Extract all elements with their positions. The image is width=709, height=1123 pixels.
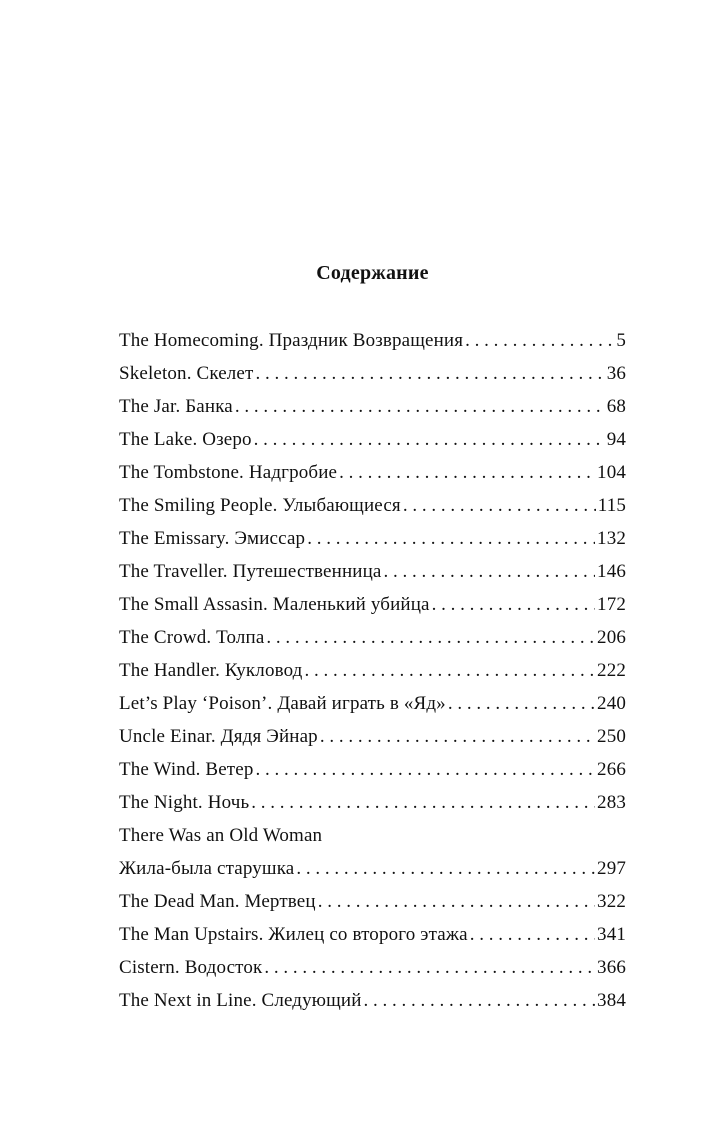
toc-leader-dots — [235, 390, 605, 423]
toc-entry-page: 172 — [597, 594, 626, 615]
toc-leader-dots — [318, 885, 595, 918]
toc-leader-dots — [266, 621, 595, 654]
toc-entry-title: There Was an Old Woman — [119, 825, 323, 846]
toc-entry[interactable] — [119, 852, 626, 885]
toc-entry[interactable] — [119, 918, 626, 951]
table-of-contents — [119, 324, 626, 1017]
toc-leader-dots — [383, 555, 595, 588]
toc-leader-dots — [251, 786, 595, 819]
toc-entry-title: Uncle Einar. Дядя Эйнар — [119, 726, 318, 747]
toc-leader-dots — [307, 522, 595, 555]
toc-entry-title: The Homecoming. Праздник Возвращения — [119, 330, 464, 351]
toc-leader-dots — [255, 357, 604, 390]
toc-entry-page: 132 — [597, 528, 626, 549]
toc-leader-dots — [254, 423, 605, 456]
toc-entry-page: 250 — [597, 726, 626, 747]
toc-entry[interactable] — [119, 819, 626, 852]
toc-entry-title: The Jar. Банка — [119, 396, 233, 417]
toc-entry[interactable] — [119, 786, 626, 819]
page-title: Содержание — [316, 262, 429, 284]
toc-entry-title: The Tombstone. Надгробие — [119, 462, 338, 483]
toc-entry-page: 36 — [606, 363, 626, 384]
toc-entry-page: 115 — [597, 495, 626, 516]
toc-entry[interactable] — [119, 423, 626, 456]
toc-entry[interactable] — [119, 456, 626, 489]
toc-entry-title: Cistern. Водосток — [119, 957, 263, 978]
toc-leader-dots — [296, 852, 595, 885]
toc-entry-page: 266 — [597, 759, 626, 780]
toc-entry[interactable] — [119, 357, 626, 390]
toc-leader-dots — [470, 918, 595, 951]
toc-leader-dots — [448, 687, 595, 720]
toc-entry-title: The Smiling People. Улыбающиеся — [119, 495, 401, 516]
toc-leader-dots — [320, 720, 595, 753]
toc-leader-dots — [339, 456, 595, 489]
toc-entry-page: 206 — [597, 627, 626, 648]
toc-entry-title: The Lake. Озеро — [119, 429, 252, 450]
toc-entry[interactable] — [119, 984, 626, 1017]
toc-leader-dots — [403, 489, 596, 522]
toc-entry-page: 297 — [597, 858, 626, 879]
toc-entry-title: The Man Upstairs. Жилец со второго этажа — [119, 924, 468, 945]
toc-entry-title: The Next in Line. Следующий — [119, 990, 362, 1011]
toc-entry-page: 384 — [597, 990, 626, 1011]
toc-entry-page: 94 — [606, 429, 626, 450]
toc-entry[interactable] — [119, 654, 626, 687]
toc-entry-page: 341 — [597, 924, 626, 945]
toc-entry-title: The Crowd. Толпа — [119, 627, 265, 648]
toc-leader-dots — [432, 588, 595, 621]
toc-entry[interactable] — [119, 522, 626, 555]
toc-entry-title: The Small Assasin. Маленький убийца — [119, 594, 430, 615]
toc-entry-title: The Dead Man. Мертвец — [119, 891, 316, 912]
toc-entry-title: The Emissary. Эмиссар — [119, 528, 306, 549]
toc-entry-page: 146 — [597, 561, 626, 582]
toc-entry-title: The Night. Ночь — [119, 792, 250, 813]
toc-entry[interactable] — [119, 489, 626, 522]
toc-entry-title: Жила-была старушка — [119, 858, 295, 879]
toc-leader-dots — [305, 654, 596, 687]
toc-leader-dots — [465, 324, 614, 357]
toc-entry-page: 322 — [597, 891, 626, 912]
toc-entry-page: 283 — [597, 792, 626, 813]
toc-entry[interactable] — [119, 720, 626, 753]
toc-entry-title: The Traveller. Путешественница — [119, 561, 382, 582]
toc-entry[interactable] — [119, 588, 626, 621]
toc-entry-page: 5 — [616, 330, 626, 351]
toc-leader-dots — [364, 984, 596, 1017]
toc-entry[interactable] — [119, 951, 626, 984]
toc-entry[interactable] — [119, 621, 626, 654]
toc-entry-page: 366 — [597, 957, 626, 978]
toc-entry[interactable] — [119, 753, 626, 786]
toc-entry[interactable] — [119, 390, 626, 423]
toc-entry[interactable] — [119, 555, 626, 588]
toc-entry-title: The Wind. Ветер — [119, 759, 254, 780]
toc-entry-page: 68 — [606, 396, 626, 417]
toc-entry[interactable] — [119, 885, 626, 918]
toc-leader-dots — [256, 753, 596, 786]
toc-entry[interactable] — [119, 324, 626, 357]
toc-entry-page: 222 — [597, 660, 626, 681]
toc-leader-dots — [264, 951, 595, 984]
toc-entry-title: Skeleton. Скелет — [119, 363, 254, 384]
toc-entry[interactable] — [119, 687, 626, 720]
toc-entry-title: The Handler. Кукловод — [119, 660, 303, 681]
toc-entry-title: Let’s Play ‘Poison’. Давай играть в «Яд» — [119, 693, 446, 714]
toc-entry-page: 104 — [597, 462, 626, 483]
toc-entry-page: 240 — [597, 693, 626, 714]
